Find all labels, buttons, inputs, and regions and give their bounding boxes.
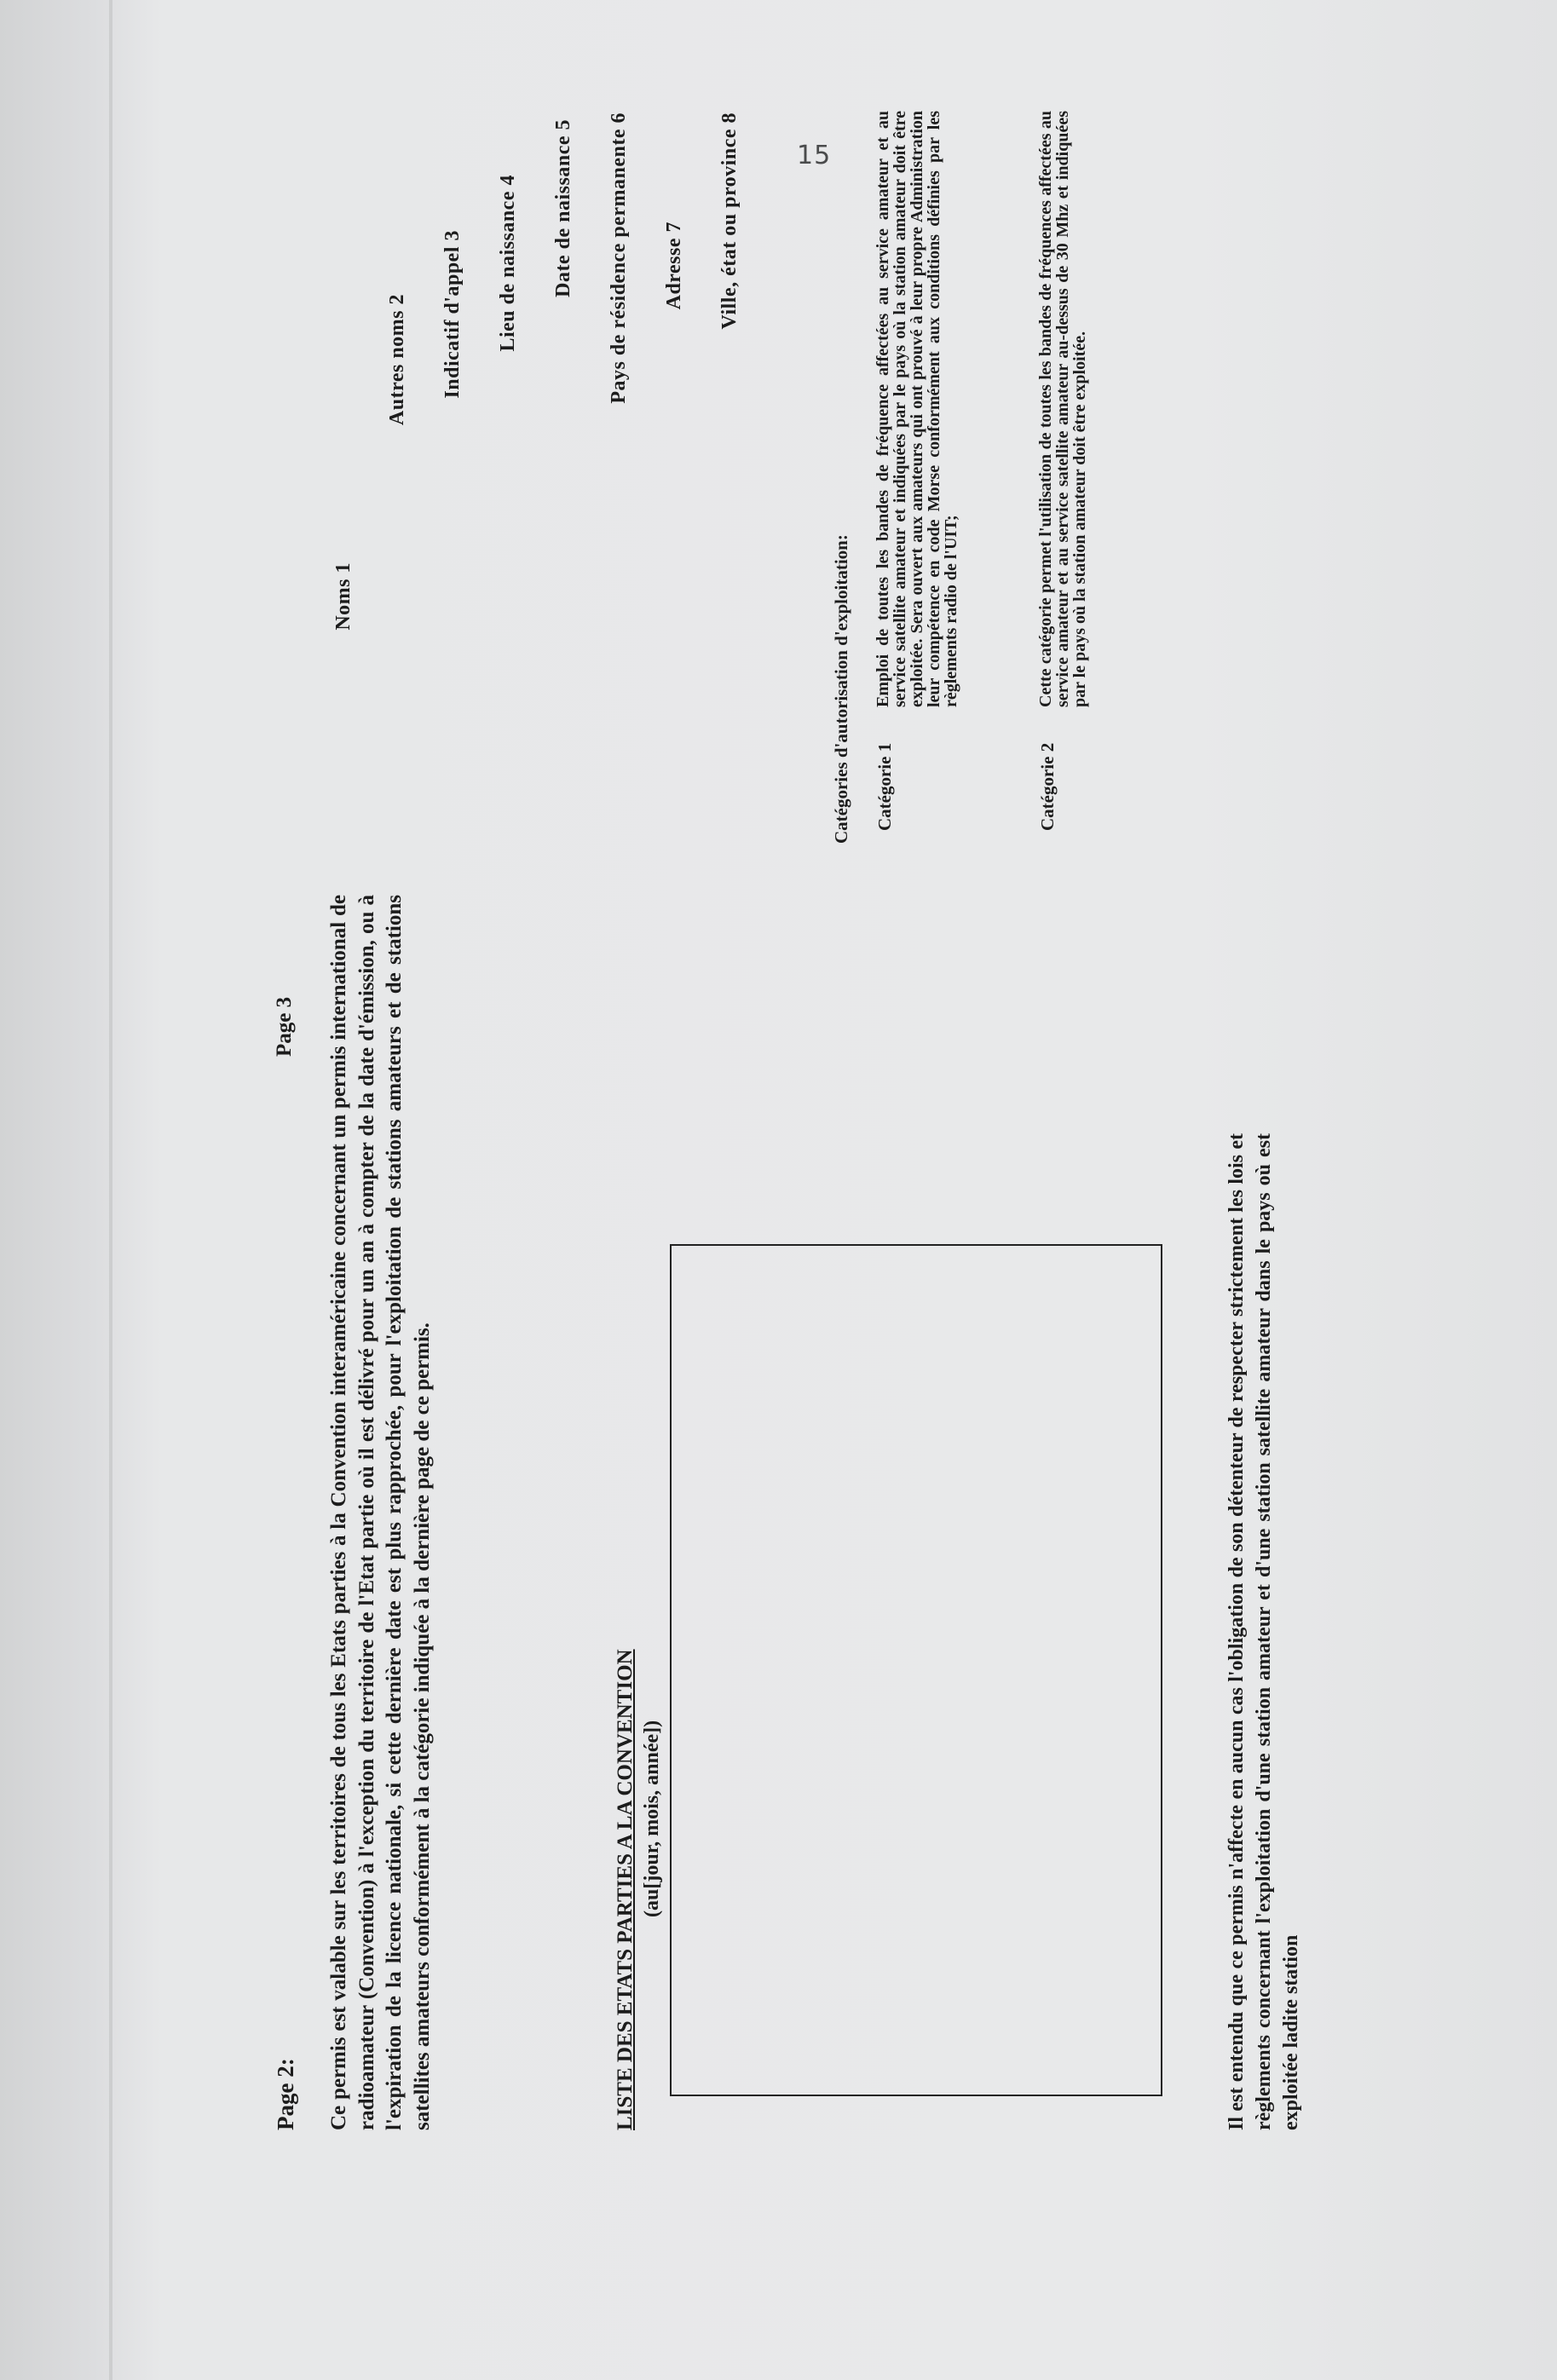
states-list-subtitle: (au[jour, mois, année]) [641,1720,663,1917]
page2-closing-paragraph: Il est entendu que ce permis n'affecte en aucun cas l'obligation de son détenteur de respecter strictement les lois et règlements concernant l'exploitation d'une station amateur et d'une station satellite amateur dans le pays où est exploitée ladite station [1225,1133,1302,2130]
page3-title: Page 3 [273,996,296,1057]
field-noms: Noms 1 [332,562,355,631]
field-ville-etat-province: Ville, état ou province 8 [718,112,741,330]
category-1-label: Catégorie 1 [874,742,895,831]
page-number: 15 [797,141,832,170]
page2-validity-paragraph: Ce permis est valable sur les territoires de tous les Etats parties à la Convention interaméricaine concernant un permis international de radioamateur (Convention) à l'exception du territoire de l'Etat partie où il est délivré pour un an à compter de la date d'émission, ou à l'expiration de la licence nationale, si cette dernière date est plus rapprochée, pour l'exploitation de stations amateurs et de stations satellites amateurs conformément à la catégorie indiquée à la dernière page de ce permis. [327,895,434,2130]
field-adresse: Adresse 7 [663,222,685,310]
states-list-title: LISTE DES ETATS PARTIES A LA CONVENTION [614,1649,637,2130]
rotated-content [273,102,1398,2130]
field-pays-residence: Pays de résidence permanente 6 [608,112,630,404]
field-indicatif-appel: Indicatif d'appel 3 [441,230,464,399]
page2-title: Page 2: [273,2058,298,2130]
binding-gutter [109,0,112,2380]
field-lieu-naissance: Lieu de naissance 4 [497,175,519,352]
states-list-box [670,1244,1162,2096]
field-autres-noms: Autres noms 2 [386,294,408,426]
categories-heading: Catégories d'autorisation d'exploitation: [831,534,851,844]
category-2-text: Cette catégorie permet l'utilisation de toutes les bandes de fréquences affectées au service amateur et au service satellite amateur au-dessus de 30 Mhz et indiquées par le pays où la station amateur doit être exploitée. [1036,111,1089,707]
field-date-naissance: Date de naissance 5 [552,119,574,297]
category-2-label: Catégorie 2 [1037,742,1058,831]
category-1-text: Emploi de toutes les bandes de fréquence affectées au service amateur et au service satellite amateur et indiquées par le pays où la station amateur doit être exploitée. Sera ouvert aux amateurs qui ont prouvé à leur propre Administration leur compétence en code Morse conformément aux conditions définies par les règlements radio de l'UIT; [874,111,960,707]
